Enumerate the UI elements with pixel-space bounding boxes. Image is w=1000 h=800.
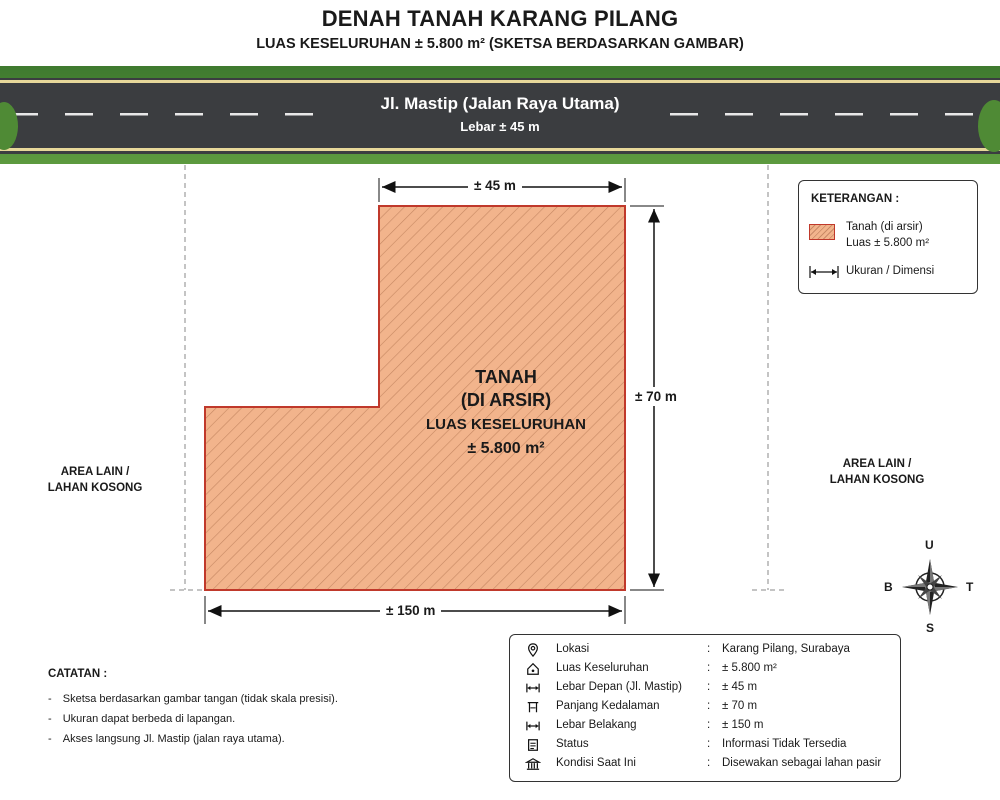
info-value: ± 70 m: [722, 700, 758, 712]
info-label: Kondisi Saat Ini: [556, 757, 636, 769]
note-item: - Akses langsung Jl. Mastip (jalan raya utama).: [48, 729, 448, 749]
building-icon: [525, 757, 541, 771]
legend-item-land: Tanah (di arsir): [846, 221, 923, 233]
dimension-top-label: ± 45 m: [468, 178, 522, 193]
info-label: Panjang Kedalaman: [556, 700, 660, 712]
info-row-area: Luas Keseluruhan : ± 5.800 m²: [510, 660, 900, 679]
right-area-label: AREA LAIN / LAHAN KOSONG: [829, 458, 925, 486]
road-width: Lebar ± 45 m: [460, 119, 540, 134]
compass-east-label: T: [966, 580, 974, 594]
info-row-condition: Kondisi Saat Ini : Disewakan sebagai lahan pasir: [510, 755, 900, 774]
legend-item-dimension: Ukuran / Dimensi: [846, 265, 935, 277]
info-label: Lokasi: [556, 643, 590, 655]
info-row-depth: Panjang Kedalaman : ± 70 m: [510, 698, 900, 717]
note-item: - Sketsa berdasarkan gambar tangan (tidak skala presisi).: [48, 689, 448, 709]
info-value: ± 45 m: [722, 681, 758, 693]
info-value: Disewakan sebagai lahan pasir: [722, 757, 882, 769]
dimension-right-label: ± 70 m: [635, 389, 677, 404]
note-item: - Ukuran dapat berbeda di lapangan.: [48, 709, 448, 729]
plot-label-area-title: LUAS KESELURUHAN: [425, 416, 586, 433]
dimension-bottom-label: ± 150 m: [380, 603, 441, 618]
compass-south-label: S: [926, 621, 935, 635]
compass-north-label: U: [925, 538, 934, 552]
info-row-status: Status : Informasi Tidak Tersedia: [510, 736, 900, 755]
home-area-icon: [525, 662, 541, 676]
document-icon: [525, 738, 541, 752]
notes-section: [48, 668, 448, 749]
legend-box: [798, 180, 978, 294]
plot-label-title: TANAH: [475, 367, 537, 387]
width-arrow-icon: [525, 719, 541, 733]
info-label: Luas Keseluruhan: [556, 662, 649, 674]
info-value: ± 150 m: [722, 719, 764, 731]
legend-hatch-swatch: [809, 224, 835, 240]
length-arrow-icon: [525, 700, 541, 714]
dimension-arrow-icon: [809, 265, 839, 279]
info-label: Lebar Depan (Jl. Mastip): [556, 681, 682, 693]
legend-title: KETERANGAN :: [811, 193, 900, 205]
road-name: Jl. Mastip (Jalan Raya Utama): [380, 94, 620, 113]
plot-label-area-value: ± 5.800 m²: [467, 440, 545, 457]
location-pin-icon: [525, 643, 541, 657]
page-subtitle: LUAS KESELURUHAN ± 5.800 m² (SKETSA BERDASARKAN GAMBAR): [256, 36, 744, 52]
info-box: [509, 634, 901, 782]
info-row-location: Lokasi : Karang Pilang, Surabaya: [510, 641, 900, 660]
page-title: DENAH TANAH KARANG PILANG: [321, 6, 679, 31]
info-row-back-width: Lebar Belakang : ± 150 m: [510, 717, 900, 736]
info-value: Karang Pilang, Surabaya: [722, 643, 850, 655]
info-label: Lebar Belakang: [556, 719, 637, 731]
info-row-front-width: Lebar Depan (Jl. Mastip) : ± 45 m: [510, 679, 900, 698]
left-area-label: AREA LAIN / LAHAN KOSONG: [47, 466, 143, 494]
legend-item-land-area: Luas ± 5.800 m²: [846, 237, 930, 249]
plot-label-subtitle: (DI ARSIR): [460, 390, 552, 410]
info-label: Status: [556, 738, 589, 750]
notes-title: CATATAN :: [48, 668, 108, 680]
compass-west-label: B: [884, 580, 893, 594]
info-value: ± 5.800 m²: [722, 662, 777, 674]
width-arrow-icon: [525, 681, 541, 695]
info-value: Informasi Tidak Tersedia: [722, 738, 847, 750]
